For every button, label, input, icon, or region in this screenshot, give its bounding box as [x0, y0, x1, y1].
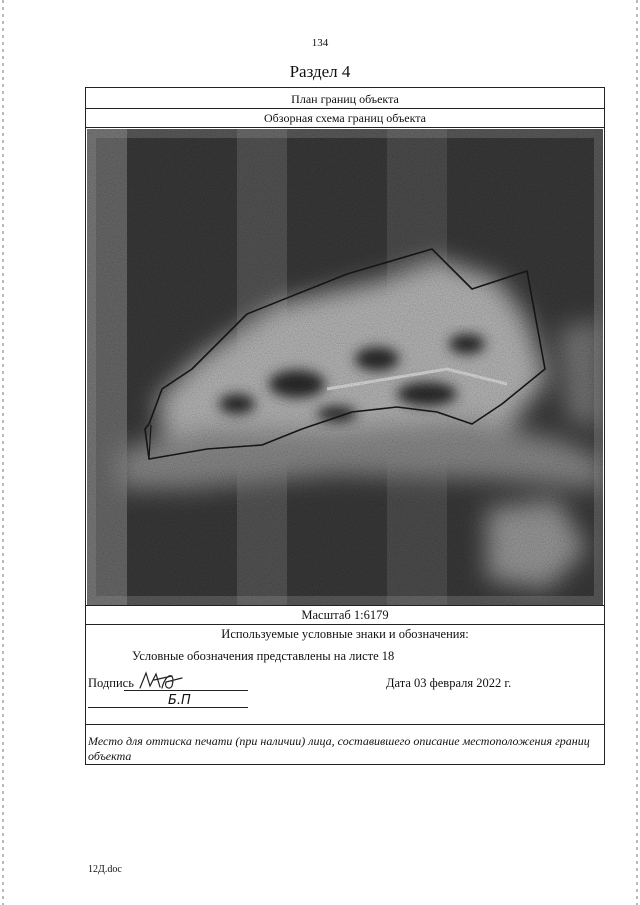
scan-edge-left — [2, 0, 4, 905]
overview-map — [87, 129, 603, 605]
plan-title: План границ объекта — [291, 92, 399, 106]
divider — [86, 624, 604, 625]
legend-reference: Условные обозначения представлены на листе 18 — [132, 649, 395, 663]
legend-title: Используемые условные знаки и обозначения: — [221, 627, 469, 641]
section-title: Раздел 4 — [289, 62, 351, 81]
divider — [86, 605, 604, 606]
scheme-title: Обзорная схема границ объекта — [264, 111, 426, 125]
signature-line — [124, 690, 248, 691]
signature-label: Подпись — [88, 676, 134, 690]
scan-edge-right — [636, 0, 638, 905]
document-date: Дата 03 февраля 2022 г. — [386, 676, 512, 690]
satellite-map-image — [87, 129, 603, 605]
signature-name-line — [88, 707, 248, 708]
divider — [86, 127, 604, 128]
divider — [86, 724, 604, 725]
page-number: 134 — [311, 37, 329, 49]
footer-doc-name: 12Д.doc — [88, 864, 122, 875]
stamp-placeholder-note: Место для оттиска печати (при наличии) лица, составившего описание местоположения границ объекта — [88, 734, 590, 763]
signature-name: Б.П — [168, 693, 191, 708]
map-scale: Масштаб 1:6179 — [301, 608, 389, 622]
boundary-plan-form — [85, 87, 605, 765]
divider — [86, 108, 604, 109]
